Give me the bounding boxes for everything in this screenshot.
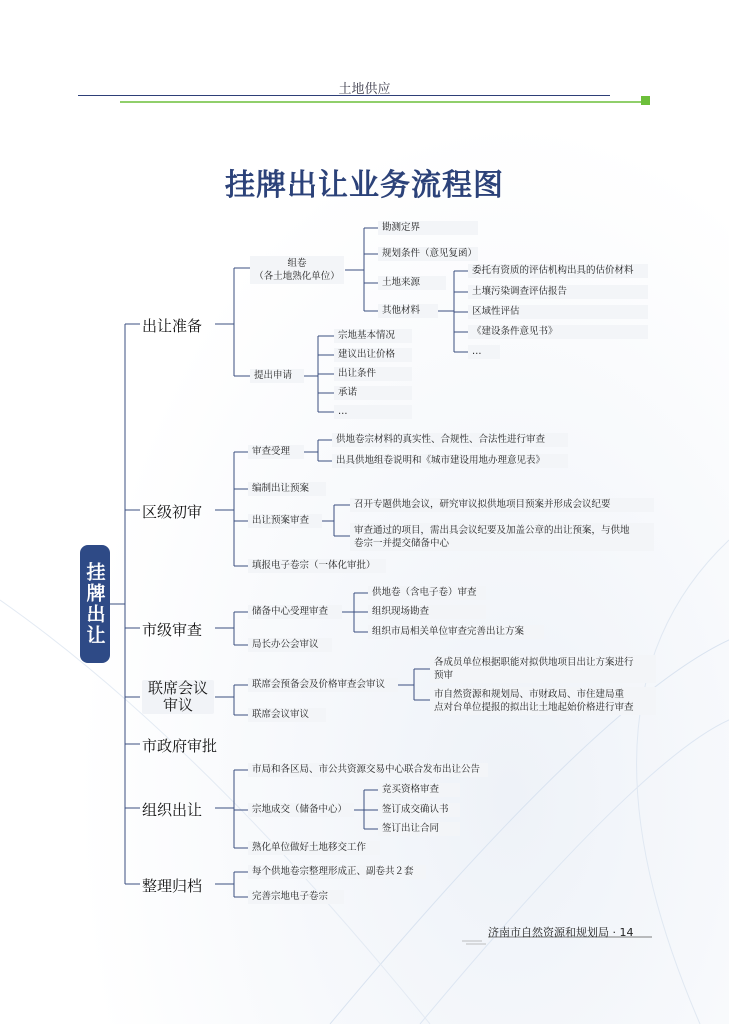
node-govt-approval: 市政府审批 (142, 737, 218, 755)
node-reserve-center: 储备中心受理审查 (248, 605, 342, 619)
node-joint-meeting: 联席会议 审议 (142, 680, 214, 714)
node-deal-confirmation: 签订成交确认书 (378, 803, 460, 817)
node-prep: 出让准备 (142, 317, 203, 335)
node-reserve-b: 组织现场勘查 (368, 605, 486, 619)
node-archive-b: 完善宗地电子卷宗 (248, 890, 344, 904)
node-reserve-a: 供地卷（含电子卷）审查 (368, 586, 486, 600)
node-apply-more: … (334, 405, 412, 419)
node-other-materials: 其他材料 (378, 304, 438, 318)
node-plan-review: 出让预案审查 (248, 514, 322, 528)
node-district-review: 区级初审 (142, 503, 203, 521)
node-guihua: 规划条件（意见复函） (378, 247, 478, 261)
node-joint-review: 联席会议审议 (248, 708, 326, 722)
node-bid-qualification: 竞买资格审查 (378, 783, 460, 797)
node-soil-report: 土壤污染调查评估报告 (468, 285, 648, 299)
node-conditions: 出让条件 (334, 367, 412, 381)
node-archive-a: 每个供地卷宗整理形成正、副卷共２套 (248, 865, 426, 879)
node-announcement: 市局和各区局、市公共资源交易中心联合发布出让公告 (248, 763, 488, 777)
node-construction-opinion: 《建设条件意见书》 (468, 325, 648, 339)
node-director-meeting: 局长办公会审议 (248, 638, 332, 652)
page-title: 挂牌出让业务流程图 (225, 168, 504, 203)
node-plan-review-a: 召开专题供地会议，研究审议拟供地项目预案并形成会议纪要 (350, 498, 654, 512)
node-archive: 整理归档 (142, 877, 203, 895)
node-parcel-info: 宗地基本情况 (334, 329, 412, 343)
node-city-review: 市级审查 (142, 621, 203, 639)
node-organize: 组织出让 (142, 801, 203, 819)
root-node: 挂牌出让 (80, 545, 110, 663)
node-kance: 勘测定界 (378, 221, 478, 235)
node-acceptance-a: 供地卷宗材料的真实性、合规性、合法性进行审查 (332, 433, 568, 447)
node-acceptance: 审查受理 (248, 445, 304, 459)
footer-text: 济南市自然资源和规划局 · 14 (488, 926, 634, 939)
header-title: 土地供应 (338, 82, 391, 97)
node-handover: 熟化单位做好土地移交工作 (248, 841, 380, 855)
node-pre-meeting-b: 市自然资源和规划局、市财政局、市住建局重 点对台单位提报的拟出让土地起始价格进行审查 (430, 687, 656, 715)
node-land-source: 土地来源 (378, 276, 446, 290)
node-plan-review-b: 审查通过的项目，需出具会议纪要及加盖公章的出让预案，与供地 卷宗一并提交储备中心 (350, 523, 654, 551)
node-pre-meeting-a: 各成员单位根据职能对拟供地项目出让方案进行 预审 (430, 655, 656, 683)
node-zujuan: 组卷 （各土地熟化单位） (250, 256, 344, 284)
node-appraisal: 委托有资质的评估机构出具的估价材料 (468, 264, 648, 278)
node-pre-meeting: 联席会预备会及价格审查会审议 (248, 678, 398, 692)
node-e-file: 填报电子卷宗（一体化审批） (248, 559, 386, 573)
node-contract: 签订出让合同 (378, 822, 460, 836)
node-regional-assessment: 区域性评估 (468, 305, 648, 319)
node-acceptance-b: 出具供地组卷说明和《城市建设用地办理意见表》 (332, 454, 568, 468)
node-price: 建议出让价格 (334, 348, 412, 362)
node-parcel-deal: 宗地成交（储备中心） (248, 803, 354, 817)
node-compile-plan: 编制出让预案 (248, 482, 326, 496)
node-commitment: 承诺 (334, 386, 412, 400)
node-reserve-c: 组织市局相关单位审查完善出让方案 (368, 625, 544, 639)
node-apply: 提出申请 (250, 369, 304, 383)
node-other-more: … (468, 345, 500, 359)
